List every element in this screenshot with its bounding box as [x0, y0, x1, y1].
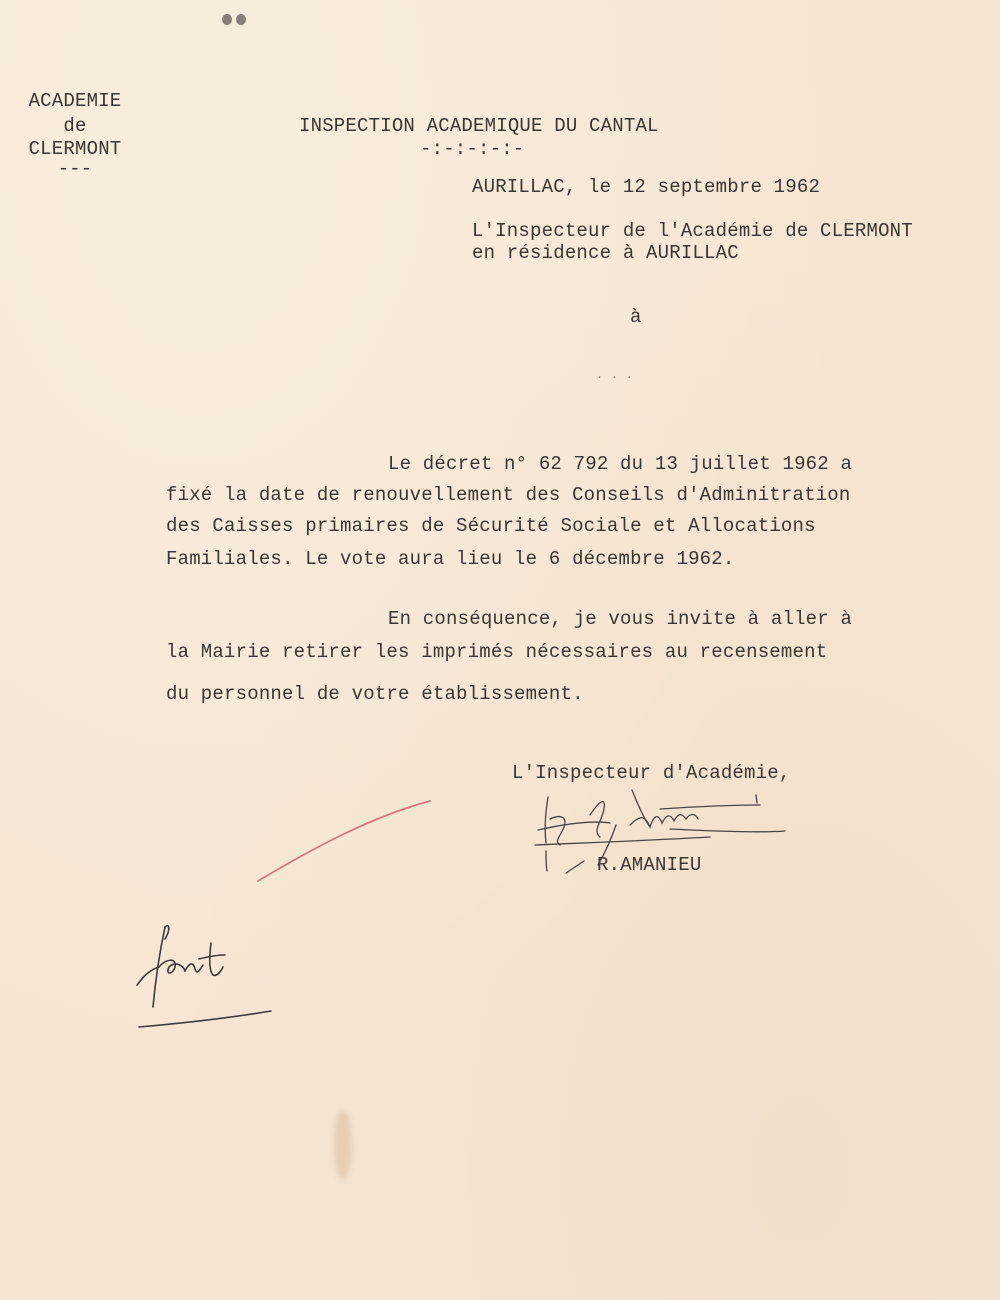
- page-title: INSPECTION ACADEMIQUE DU CANTAL: [299, 115, 659, 137]
- paper-stain: [334, 1110, 352, 1180]
- recipient-dots: . . .: [596, 368, 634, 382]
- academie-label: ACADEMIE: [28, 90, 122, 112]
- recipient-prefix: à: [630, 306, 642, 328]
- handwritten-fait-annotation: [125, 915, 285, 1040]
- clermont-label: CLERMONT: [28, 138, 122, 160]
- closing-title: L'Inspecteur d'Académie,: [512, 762, 791, 784]
- date-line: AURILLAC, le 12 septembre 1962: [472, 176, 821, 198]
- letterhead-rule: ---: [57, 158, 93, 180]
- body-p1-line-3: des Caisses primaires de Sécurité Sociale et Allocations: [166, 515, 816, 537]
- punch-holes: [222, 12, 250, 30]
- title-ornament: -:-:-:-:-: [420, 138, 525, 160]
- body-p2-line-3: du personnel de votre établissement.: [166, 683, 584, 705]
- body-p1-line-4: Familiales. Le vote aura lieu le 6 décembre 1962.: [166, 548, 735, 570]
- body-p1-line-2: fixé la date de renouvellement des Conseils d'Adminitration: [166, 484, 851, 506]
- body-p2-line-2: la Mairie retirer les imprimés nécessaires au recensement: [166, 641, 828, 663]
- red-pencil-mark: [250, 795, 440, 890]
- sender-line-1: L'Inspecteur de l'Académie de CLERMONT: [472, 220, 913, 242]
- body-p1-line-1: Le décret n° 62 792 du 13 juillet 1962 a: [388, 453, 853, 475]
- academie-de-label: de: [63, 115, 87, 137]
- signatory-name: R.AMANIEU: [597, 854, 702, 876]
- sender-line-2: en résidence à AURILLAC: [472, 242, 739, 264]
- body-p2-line-1: En conséquence, je vous invite à aller à: [388, 608, 853, 630]
